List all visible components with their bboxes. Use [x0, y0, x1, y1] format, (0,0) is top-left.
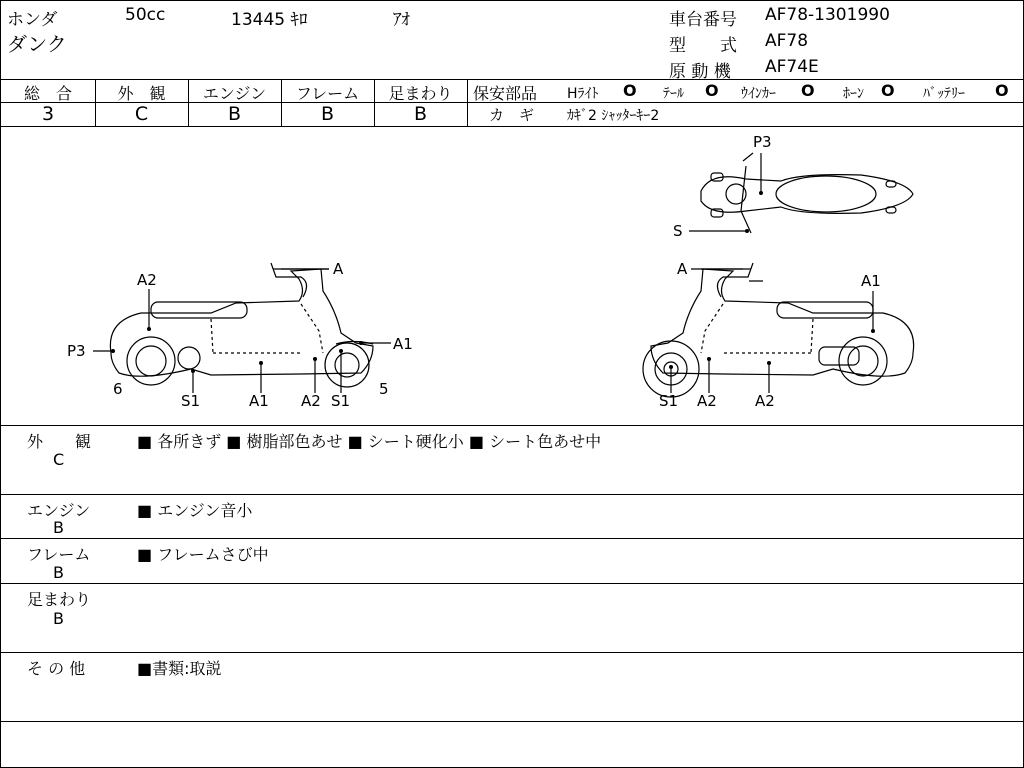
label-left-p3: P3	[67, 342, 86, 360]
label-left-s1-bottom: S1	[331, 392, 351, 410]
note-text-other: ■書類:取説	[137, 659, 222, 678]
safety-item-horn: ﾎｰﾝ	[843, 86, 864, 102]
note-title-engine: エンジン	[27, 501, 91, 520]
note-grade-suspension: B	[53, 609, 64, 628]
note-grade-engine: B	[53, 518, 64, 537]
grade-label-frame: フレーム	[295, 84, 360, 103]
label-left-a1-bottom: A1	[249, 392, 269, 410]
color: ｱｵ	[393, 10, 410, 30]
divider	[1, 79, 1023, 80]
scooter-diagram	[1, 127, 1023, 425]
type-value: AF78	[765, 31, 809, 51]
label-top-p3: P3	[753, 133, 772, 151]
safety-item-headlight: Hﾗｲﾄ	[567, 86, 599, 102]
note-grade-exterior: C	[53, 450, 65, 469]
grade-value-exterior: C	[134, 103, 149, 125]
type-label: 型 式	[669, 36, 737, 56]
label-left-s1: S1	[181, 392, 201, 410]
divider	[1, 652, 1023, 653]
safety-item-battery: ﾊﾞｯﾃﾘｰ	[923, 86, 965, 102]
scooter-top-view	[701, 153, 913, 233]
safety-mark-tail: O	[705, 81, 719, 100]
grade-value-frame: B	[320, 103, 335, 125]
label-left-a: A	[333, 260, 344, 278]
safety-label: 保安部品	[473, 84, 538, 103]
divider	[1, 494, 1023, 495]
note-text-exterior: ■ 各所きず ■ 樹脂部色あせ ■ シート硬化小 ■ シート色あせ中	[137, 432, 602, 451]
engine-label: 原 動 機	[669, 62, 731, 82]
safety-item-winker: ｳｲﾝｶｰ	[741, 86, 776, 102]
grade-value-suspension: B	[413, 103, 428, 125]
label-right-a2-second: A2	[755, 392, 775, 410]
grade-label-suspension: 足まわり	[388, 84, 453, 103]
label-right-a1: A1	[861, 272, 881, 290]
frame-no-label: 車台番号	[669, 10, 737, 30]
model-name: ダンク	[7, 32, 67, 56]
label-left-a1: A1	[393, 335, 413, 353]
note-grade-frame: B	[53, 563, 64, 582]
note-title-suspension: 足まわり	[27, 590, 92, 609]
label-top-s: S	[673, 222, 683, 240]
safety-mark-battery: O	[995, 81, 1009, 100]
safety-mark-headlight: O	[623, 81, 637, 100]
note-text-engine: ■ エンジン音小	[137, 501, 253, 520]
label-left-a2-bottom: A2	[301, 392, 321, 410]
frame-no: AF78-1301990	[765, 5, 890, 25]
divider	[1, 425, 1023, 426]
label-right-a2: A2	[697, 392, 717, 410]
note-title-frame: フレーム	[27, 545, 91, 564]
grade-label-exterior: 外 観	[117, 84, 166, 103]
mileage: 13445 ｷﾛ	[231, 10, 308, 30]
note-text-frame: ■ フレームさび中	[137, 545, 269, 564]
divider	[1, 583, 1023, 584]
displacement: 50cc	[125, 5, 166, 25]
grade-value-overall: 3	[41, 103, 55, 125]
label-left-a2: A2	[137, 271, 157, 289]
label-left-5: 5	[379, 380, 389, 398]
note-title-exterior: 外 観	[27, 432, 92, 451]
safety-item-tail: ﾃｰﾙ	[663, 86, 684, 102]
key-text: ｶｷﾞ2 ｼｬｯﾀｰｷｰ2	[567, 108, 660, 124]
note-title-other: そ の 他	[27, 659, 86, 678]
engine-value: AF74E	[765, 57, 819, 77]
safety-mark-horn: O	[881, 81, 895, 100]
grade-label-engine: エンジン	[202, 84, 267, 103]
grade-label-overall: 総 合	[23, 84, 72, 103]
label-right-s1: S1	[659, 392, 679, 410]
grade-value-engine: B	[227, 103, 242, 125]
divider	[1, 538, 1023, 539]
label-left-6: 6	[113, 380, 123, 398]
label-right-a: A	[677, 260, 688, 278]
maker: ホンダ	[7, 10, 58, 30]
key-label: カ ギ	[489, 106, 535, 124]
divider	[1, 721, 1023, 722]
safety-mark-winker: O	[801, 81, 815, 100]
